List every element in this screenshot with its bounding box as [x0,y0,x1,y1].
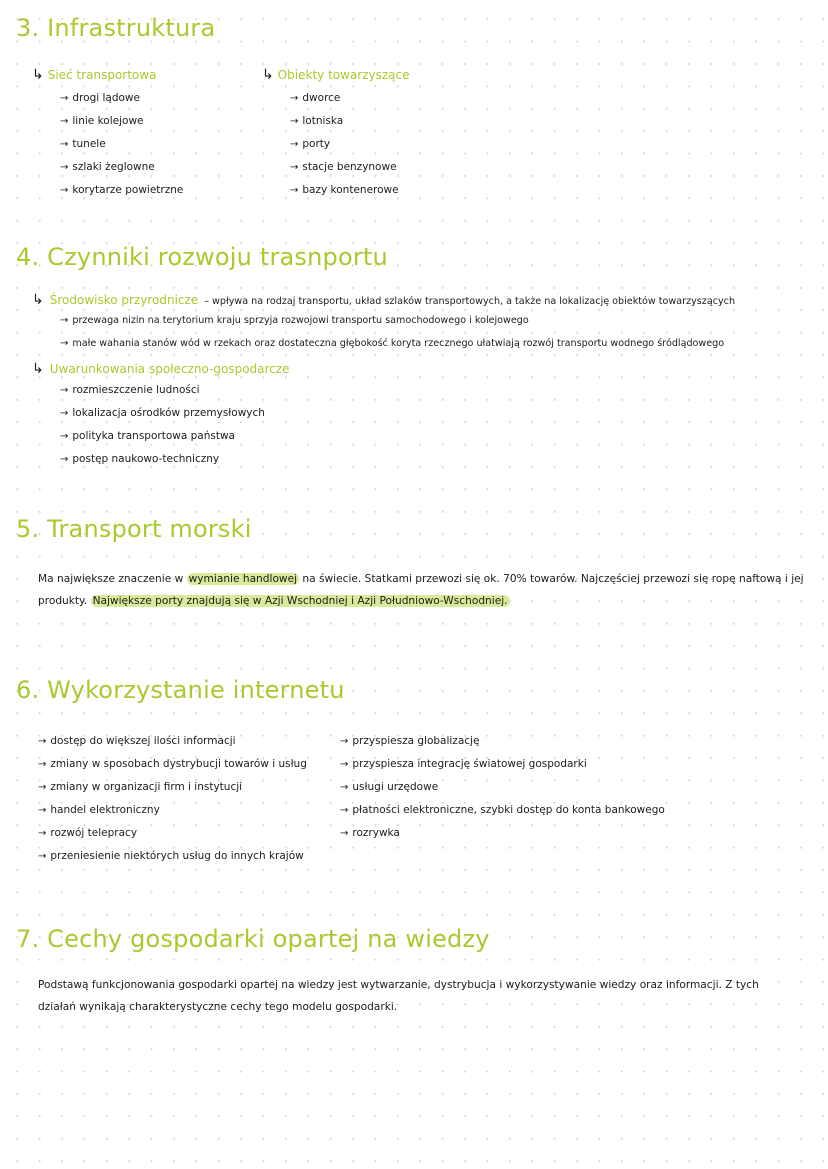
transport-network-label: Sieć transportowa [47,68,157,82]
section-5-heading: Transport morski [47,515,252,543]
list-item: → lokalizacja ośrodków przemysłowych [60,407,265,419]
arrow-icon: → [340,782,349,793]
section-7-title [16,925,490,953]
section-7-heading: Cechy gospodarki opartej na wiedzy [47,925,490,953]
arrow-icon: → [60,139,69,150]
section-6-heading: Wykorzystanie internetu [47,676,345,704]
arrow-icon: → [340,828,349,839]
accompanying-objects-column [262,64,410,202]
highlighted-sentence: Największe porty znajdują się w Azji Wschodniej i Azji Południowo-Wschodniej. [92,595,508,607]
list-item: → korytarze powietrzne [60,179,183,202]
accompanying-objects-heading [262,64,410,87]
natural-environment-list [32,315,735,361]
list-item: → zmiany w organizacji firm i instytucji [38,776,307,799]
arrow-icon: → [60,162,69,173]
section-5-number: 5. [16,515,40,543]
arrow-icon: → [38,805,47,816]
list-item: → płatności elektroniczne, szybki dostęp do konta bankowego [340,799,665,822]
maritime-transport-paragraph: Ma największe znaczenie w wymianie handlowej na świecie. Statkami przewozi się ok. 70% towarów. Najczęściej przewozi się ropę naftową i jej produkty. Największe porty znajdują się w Azji Wschodniej i Azji Południowo-Wschodniej. [38,573,804,607]
list-item: → handel elektroniczny [38,799,307,822]
list-item: → tunele [60,133,183,156]
section-3-number: 3. [16,14,40,42]
section-6-number: 6. [16,676,40,704]
section-4-title [16,243,388,271]
list-item: → przeniesienie niektórych usług do innych krajów [38,845,307,868]
section-3-heading: Infrastruktura [47,14,216,42]
section-4-number: 4. [16,243,40,271]
arrow-icon: → [290,185,299,196]
list-item: → linie kolejowe [60,110,183,133]
socio-economic-list [32,384,735,476]
factor-description: – wpływa na rodzaj transportu, układ szlaków transportowych, a także na lokalizację obiektów towarzyszących [204,296,736,307]
factor-label: Uwarunkowania społeczno-gospodarcze [49,362,290,376]
arrow-icon: → [60,338,69,349]
list-item: → usługi urzędowe [340,776,665,799]
list-item: → dostęp do większej ilości informacji [38,730,307,753]
list-item: → porty [290,133,410,156]
arrow-icon: → [60,431,69,442]
arrow-icon: → [38,851,47,862]
list-item: → postęp naukowo-techniczny [60,453,220,465]
factor-label: Środowisko przyrodnicze [49,293,199,307]
list-item: → przyspiesza globalizację [340,730,665,753]
list-item: → rozrywka [340,822,665,845]
list-item: → rozmieszczenie ludności [60,384,200,396]
branch-arrow-icon: ↳ [32,361,44,377]
arrow-icon: → [60,185,69,196]
highlighted-phrase: wymianie handlowej [188,573,298,585]
development-factors [32,292,735,476]
arrow-icon: → [290,162,299,173]
list-item: → drogi lądowe [60,87,183,110]
section-6-title [16,676,345,704]
internet-use-left-column [38,730,307,868]
list-item: → małe wahania stanów wód w rzekach oraz dostateczna głębokość koryta rzecznego ułatwiają rozwój transportu wodnego śródlądowego [60,338,725,349]
list-item: → zmiany w sposobach dystrybucji towarów i usług [38,753,307,776]
list-item: → przyspiesza integrację światowej gospodarki [340,753,665,776]
arrow-icon: → [290,139,299,150]
list-item: → stacje benzynowe [290,156,410,179]
arrow-icon: → [290,116,299,127]
list-item: → lotniska [290,110,410,133]
arrow-icon: → [340,736,349,747]
list-item: → rozwój telepracy [38,822,307,845]
section-3-title [16,14,215,42]
arrow-icon: → [60,454,69,465]
arrow-icon: → [340,759,349,770]
list-item: → szlaki żeglowne [60,156,183,179]
natural-environment-factor [32,292,735,315]
arrow-icon: → [60,385,69,396]
knowledge-economy-paragraph: Podstawą funkcjonowania gospodarki opartej na wiedzy jest wytwarzanie, dystrybucja i wykorzystywanie wiedzy oraz informacji. Z tych działań wynikają charakterystyczne cechy tego modelu gospodarki. [38,979,759,1013]
list-item: → polityka transportowa państwa [60,430,235,442]
section-7-number: 7. [16,925,40,953]
arrow-icon: → [38,782,47,793]
branch-arrow-icon: ↳ [32,292,44,308]
arrow-icon: → [60,93,69,104]
section-4-heading: Czynniki rozwoju trasnportu [47,243,388,271]
arrow-icon: → [340,805,349,816]
arrow-icon: → [38,828,47,839]
arrow-icon: → [60,116,69,127]
transport-network-list [32,87,183,202]
list-item: → dworce [290,87,410,110]
list-item: → bazy kontenerowe [290,179,410,202]
internet-use-left-list [38,730,307,868]
branch-arrow-icon: ↳ [262,67,274,83]
socio-economic-factor [32,361,735,384]
accompanying-objects-label: Obiekty towarzyszące [277,68,410,82]
arrow-icon: → [290,93,299,104]
branch-arrow-icon: ↳ [32,67,44,83]
accompanying-objects-list [262,87,410,202]
internet-use-right-list [340,730,665,845]
arrow-icon: → [38,736,47,747]
arrow-icon: → [60,315,69,326]
internet-use-right-column [340,730,665,845]
transport-network-column [32,64,183,202]
arrow-icon: → [60,408,69,419]
section-5-title [16,515,252,543]
arrow-icon: → [38,759,47,770]
list-item: → przewaga nizin na terytorium kraju sprzyja rozwojowi transportu samochodowego i kolejowego [60,315,529,326]
transport-network-heading [32,64,183,87]
